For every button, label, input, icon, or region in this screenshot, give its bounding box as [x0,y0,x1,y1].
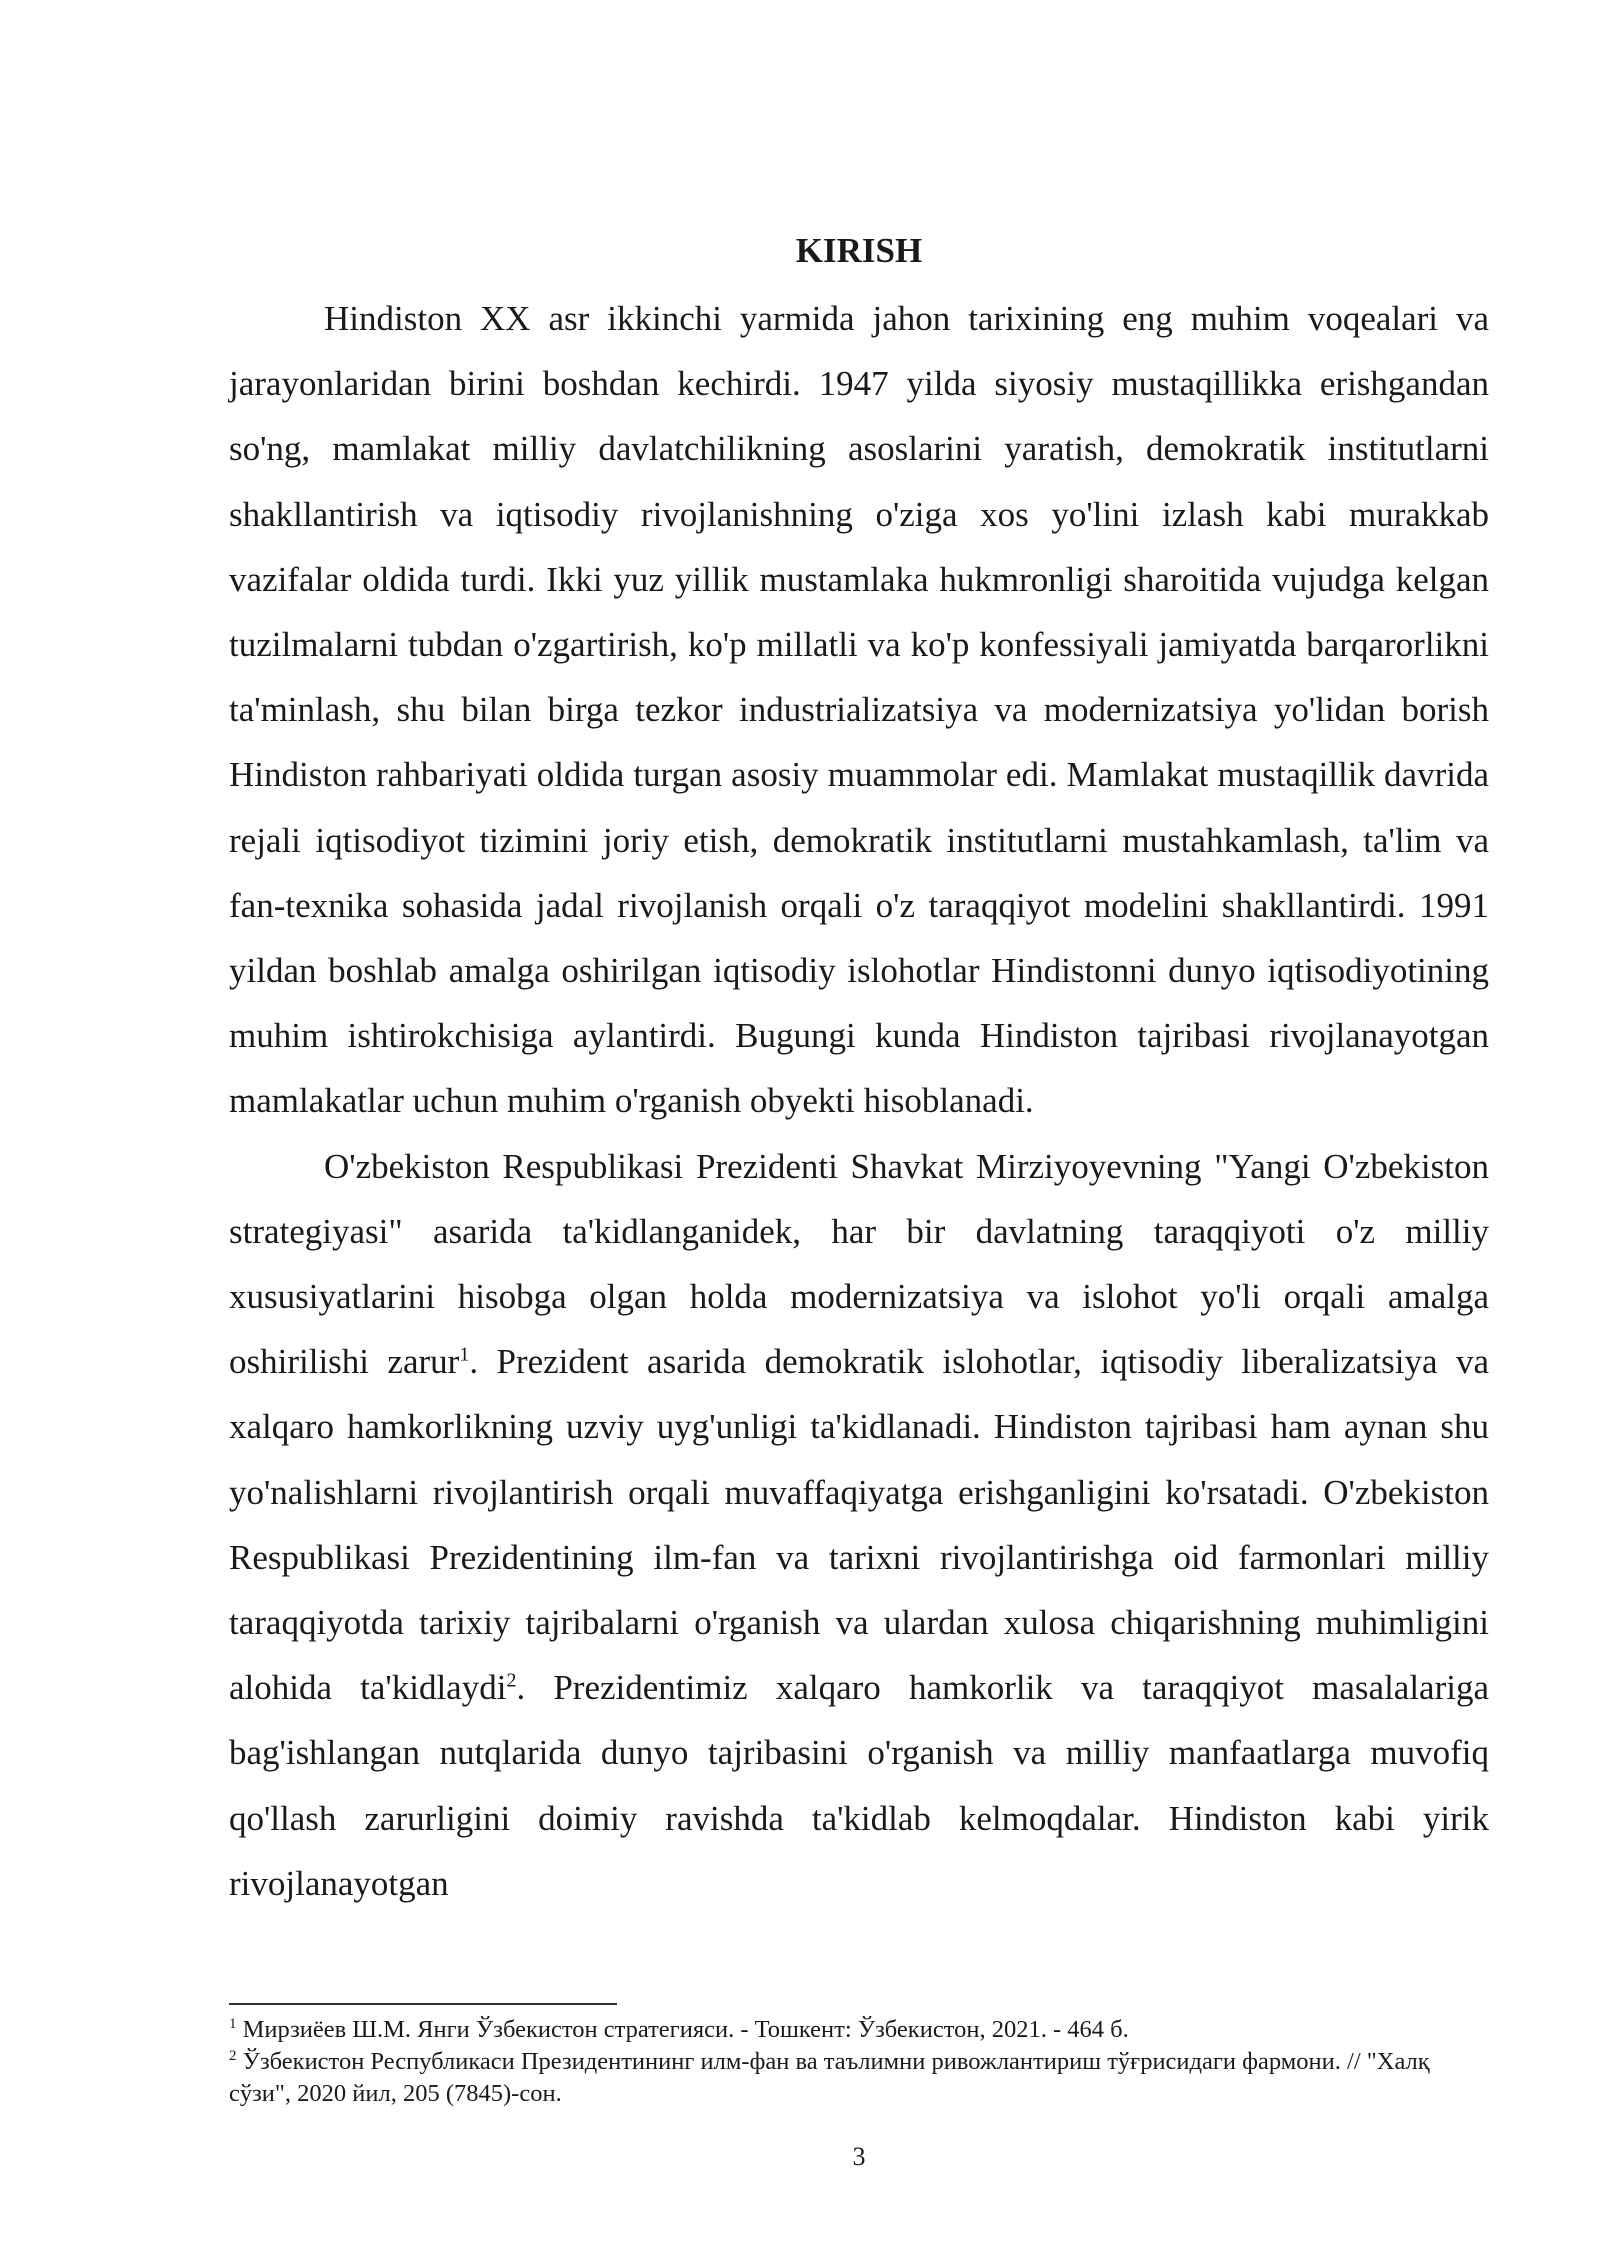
paragraph-1 [229,286,1489,1134]
paragraph-1-text: Hindiston XX asr ikkinchi yarmida jahon tarixining eng muhim voqealari va jarayonlaridan birini boshdan kechirdi. 1947 yilda siyosiy mustaqillikka erishgandan so'ng, mamlakat milliy davlatchilikning asoslarini yaratish, demokratik institutlarni shakllantirish va iqtisodiy rivojlanishning o'ziga xos yo'lini izlash kabi murakkab vazifalar oldida turdi. Ikki yuz yillik mustamlaka hukmronligi sharoitida vujudga kelgan tuzilmalarni tubdan o'zgartirish, ko'p millatli va ko'p konfessiyali jamiyatda barqarorlikni ta'minlash, shu bilan birga tezkor industrializatsiya va modernizatsiya yo'lidan borish Hindiston rahbariyati oldida turgan asosiy muammolar edi. Mamlakat mustaqillik davrida rejali iqtisodiyot tizimini joriy etish, demokratik institutlarni mustahkamlash, ta'lim va fan-texnika sohasida jadal rivojlanish orqali o'z taraqqiyot modelini shakllantirdi. 1991 yildan boshlab amalga oshirilgan iqtisodiy islohotlar Hindistonni dunyo iqtisodiyotining muhim ishtirokchisiga aylantirdi. Bugungi kunda Hindiston tajribasi rivojlanayotgan mamlakatlar uchun muhim o'rganish obyekti hisoblanadi. [229,299,1489,1121]
section-title: KIRISH [795,231,923,270]
footnote-2-text: Ўзбекистон Республикаси Президентининг илм-фан ва таълимни ривожлантириш тўғрисидаги фармони. // "Халқ сўзи", 2020 йил, 205 (7845)-сон. [229,2048,1430,2107]
paragraph-2-text-part-2: . Prezident asarida demokratik islohotlar, iqtisodiy liberalizatsiya va xalqaro hamkorlikning uzviy uyg'unligi ta'kidlanadi. Hindiston tajribasi ham aynan shu yo'nalishlarni rivojlantirish orqali muvaffaqiyatga erishganligini ko'rsatadi. O'zbekiston Respublikasi Prezidentining ilm-fan va tarixni rivojlantirishga oid farmonlari milliy taraqqiyotda tarixiy tajribalarni o'rganish va ulardan xulosa chiqarishning muhimligini alohida ta'kidlaydi [229,1342,1489,1708]
footnote-2-mark: 2 [229,2047,237,2064]
footnote-2 [229,2046,1489,2110]
footnote-1 [229,2014,1489,2046]
paragraph-2-text-part-1: O'zbekiston Respublikasi Prezidenti Shavkat Mirziyoyevning "Yangi O'zbekiston strategiyasi" asarida ta'kidlanganidek, har bir davlatning taraqqiyoti o'z milliy xususiyatlarini hisobga olgan holda modernizatsiya va islohot yo'li orqali amalga oshirilishi zarur [229,1146,1489,1382]
paragraph-2 [229,1134,1489,1916]
footnotes [229,2014,1489,2110]
footnote-ref-1[interactable]: 1 [459,1343,470,1366]
footnote-1-text: Мирзиёев Ш.М. Янги Ўзбекистон стратегияси. - Тошкент: Ўзбекистон, 2021. - 464 б. [242,2016,1129,2043]
footnote-ref-2[interactable]: 2 [506,1669,517,1692]
page-number: 3 [852,2142,866,2171]
footnote-separator [229,2003,617,2005]
paragraph-2-text-part-3: . Prezidentimiz xalqaro hamkorlik va taraqqiyot masalalariga bag'ishlangan nutqlarida dunyo tajribasini o'rganish va milliy manfaatlarga muvofiq qo'llash zarurligini doimiy ravishda ta'kidlab kelmoqdalar. Hindiston kabi yirik rivojlanayotgan [229,1668,1489,1903]
body-text [229,286,1489,1916]
footnote-1-mark: 1 [229,2015,237,2032]
